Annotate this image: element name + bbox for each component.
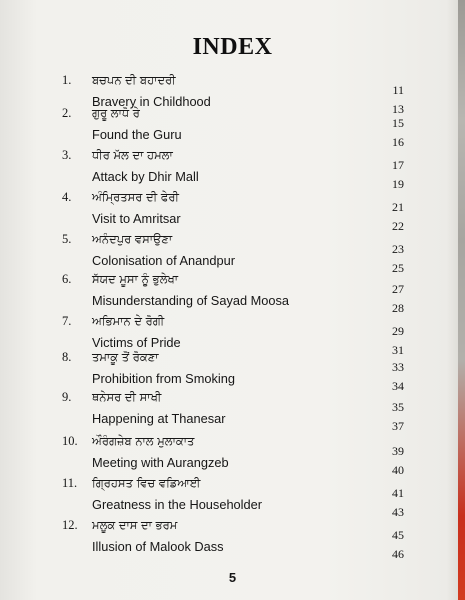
entry-title-english: Misunderstanding of Sayad Moosa <box>92 293 290 308</box>
entry-page-start: 15 <box>392 116 404 130</box>
entry-title-english: Illusion of Malook Dass <box>92 539 224 554</box>
entry-title-punjabi: ਗ੍ਰਿਹਸਤ ਵਿਚ ਵਡਿਆਈ <box>92 476 201 490</box>
entry-number: 11. <box>62 476 78 490</box>
entry-title-english: Meeting with Aurangzeb <box>92 455 229 470</box>
page-title: INDEX <box>192 34 273 60</box>
entry-title-punjabi: ਥਨੇਸਰ ਦੀ ਸਾਖੀ <box>92 390 162 404</box>
entry-title-english: Greatness in the Householder <box>92 497 263 512</box>
entry-number: 9. <box>62 390 72 404</box>
entry-page-start: 45 <box>392 528 404 542</box>
page-number: 5 <box>228 570 237 585</box>
entry-page-end: 46 <box>392 547 404 561</box>
entry-page-end: 19 <box>392 177 404 191</box>
entry-title-punjabi: ਅਭਿਮਾਨ ਦੇ ਰੋਗੀ <box>92 314 165 328</box>
entry-page-end: 16 <box>392 135 404 149</box>
entry-number: 5. <box>62 232 72 246</box>
entry-number: 2. <box>62 106 72 120</box>
entry-title-punjabi: ਗੁਰੂ ਲਾਧੋ ਰੇ <box>92 106 140 120</box>
entry-page-start: 33 <box>392 360 404 374</box>
entry-number: 7. <box>62 314 72 328</box>
entry-title-punjabi: ਤਮਾਕੂ ਤੋਂ ਰੋਕਣਾ <box>92 350 159 364</box>
entry-title-english: Visit to Amritsar <box>92 211 181 226</box>
entry-page-start: 27 <box>392 282 404 296</box>
entry-title-punjabi: ਧੀਰ ਮੱਲ ਦਾ ਹਮਲਾ <box>92 148 173 162</box>
entry-title-punjabi: ਅੰਮ੍ਰਿਤਸਰ ਦੀ ਫੇਰੀ <box>92 190 179 204</box>
entry-page-start: 23 <box>392 242 404 256</box>
entry-page-end: 31 <box>392 343 404 357</box>
entry-page-start: 11 <box>392 83 404 97</box>
entry-page-start: 41 <box>392 486 404 500</box>
entry-title-punjabi: ਅਨੰਦਪੁਰ ਵਸਾਉਣਾ <box>92 232 173 246</box>
entry-page-end: 25 <box>392 261 404 275</box>
entry-number: 10. <box>62 434 78 448</box>
entry-title-english: Prohibition from Smoking <box>92 371 235 386</box>
entry-page-end: 37 <box>392 419 404 433</box>
entry-title-english: Happening at Thanesar <box>92 411 226 426</box>
entry-page-end: 40 <box>392 463 404 477</box>
entry-title-english: Victims of Pride <box>92 335 181 350</box>
entry-page-end: 28 <box>392 301 404 315</box>
entry-number: 12. <box>62 518 78 532</box>
entry-page-end: 34 <box>392 379 404 393</box>
entry-title-english: Found the Guru <box>92 127 182 142</box>
entry-number: 3. <box>62 148 72 162</box>
entry-page-start: 39 <box>392 444 404 458</box>
entry-number: 6. <box>62 272 72 286</box>
entry-page-end: 22 <box>392 219 404 233</box>
entry-title-punjabi: ਮਲੂਕ ਦਾਸ ਦਾ ਭਰਮ <box>92 518 178 532</box>
entry-page-end: 13 <box>392 102 404 116</box>
entry-page-start: 21 <box>392 200 404 214</box>
entry-title-punjabi: ਬਚਪਨ ਦੀ ਬਹਾਦਰੀ <box>92 73 176 87</box>
entry-title-english: Bravery in Childhood <box>92 94 211 109</box>
entry-title-english: Colonisation of Anandpur <box>92 253 236 268</box>
entry-number: 1. <box>62 73 72 87</box>
entry-page-start: 29 <box>392 324 404 338</box>
entry-title-english: Attack by Dhir Mall <box>92 169 199 184</box>
entry-number: 4. <box>62 190 72 204</box>
entry-page-end: 43 <box>392 505 404 519</box>
entry-page-start: 35 <box>392 400 404 414</box>
entry-title-punjabi: ਸੱਯਦ ਮੂਸਾ ਨੂੰ ਭੁਲੇਖਾ <box>92 272 179 286</box>
entry-page-start: 17 <box>392 158 404 172</box>
entry-title-punjabi: ਔਰੰਗਜ਼ੇਬ ਨਾਲ ਮੁਲਾਕਾਤ <box>92 434 195 448</box>
entry-number: 8. <box>62 350 72 364</box>
